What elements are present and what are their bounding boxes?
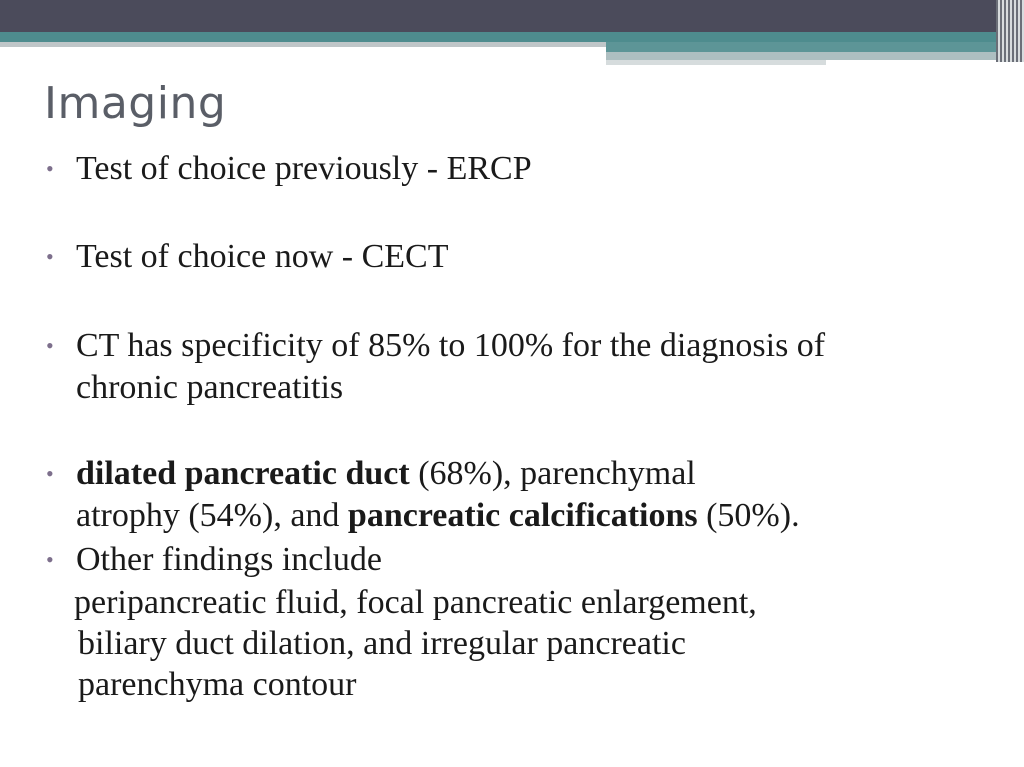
bullet-dot: • [46,333,54,358]
continuation-line: parenchyma contour [78,666,357,703]
bullet-text [76,325,825,409]
header-grey-bar [0,42,610,47]
bullet-text [76,453,800,537]
bullet-fragment: (50%). [697,497,800,534]
bullet-line: CT has specificity of 85% to 100% for the diagnosis of [76,327,826,364]
bullet-dot: • [46,244,54,269]
bullet-fragment: (68%), parenchymal [409,455,696,492]
bullet-dot: • [46,547,54,572]
bullet-item-1 [44,148,532,190]
bullet-line: chronic pancreatitis [76,369,344,406]
bullet-line [76,453,800,495]
bullet-text: Other findings include [76,541,382,578]
bullet-item-4 [44,453,800,537]
header-edge-stripes [996,0,1024,62]
header-teal-bar [0,32,1024,42]
header-teal-accent-bar [606,42,1024,52]
bullet-item-5 [44,539,382,581]
bullet-continuation [74,582,757,705]
bullet-item-2 [44,236,448,278]
slide-title: Imaging [44,78,227,129]
bold-term: dilated pancreatic duct [76,455,410,492]
bold-term: pancreatic calcifications [347,497,698,534]
bullet-line [76,495,800,537]
continuation-line: biliary duct dilation, and irregular pancreatic [78,625,686,662]
bullet-fragment: atrophy (54%), and [76,497,348,534]
bullet-dot: • [46,156,54,181]
bullet-item-3 [44,325,825,409]
header-light-accent-bar [606,52,996,60]
header-dark-bar [0,0,1024,32]
header-pale-accent-bar [606,60,826,65]
bullet-text: Test of choice now - CECT [76,238,449,275]
continuation-line: peripancreatic fluid, focal pancreatic enlargement, [74,584,757,621]
bullet-text: Test of choice previously - ERCP [76,150,532,187]
bullet-dot: • [46,461,54,486]
